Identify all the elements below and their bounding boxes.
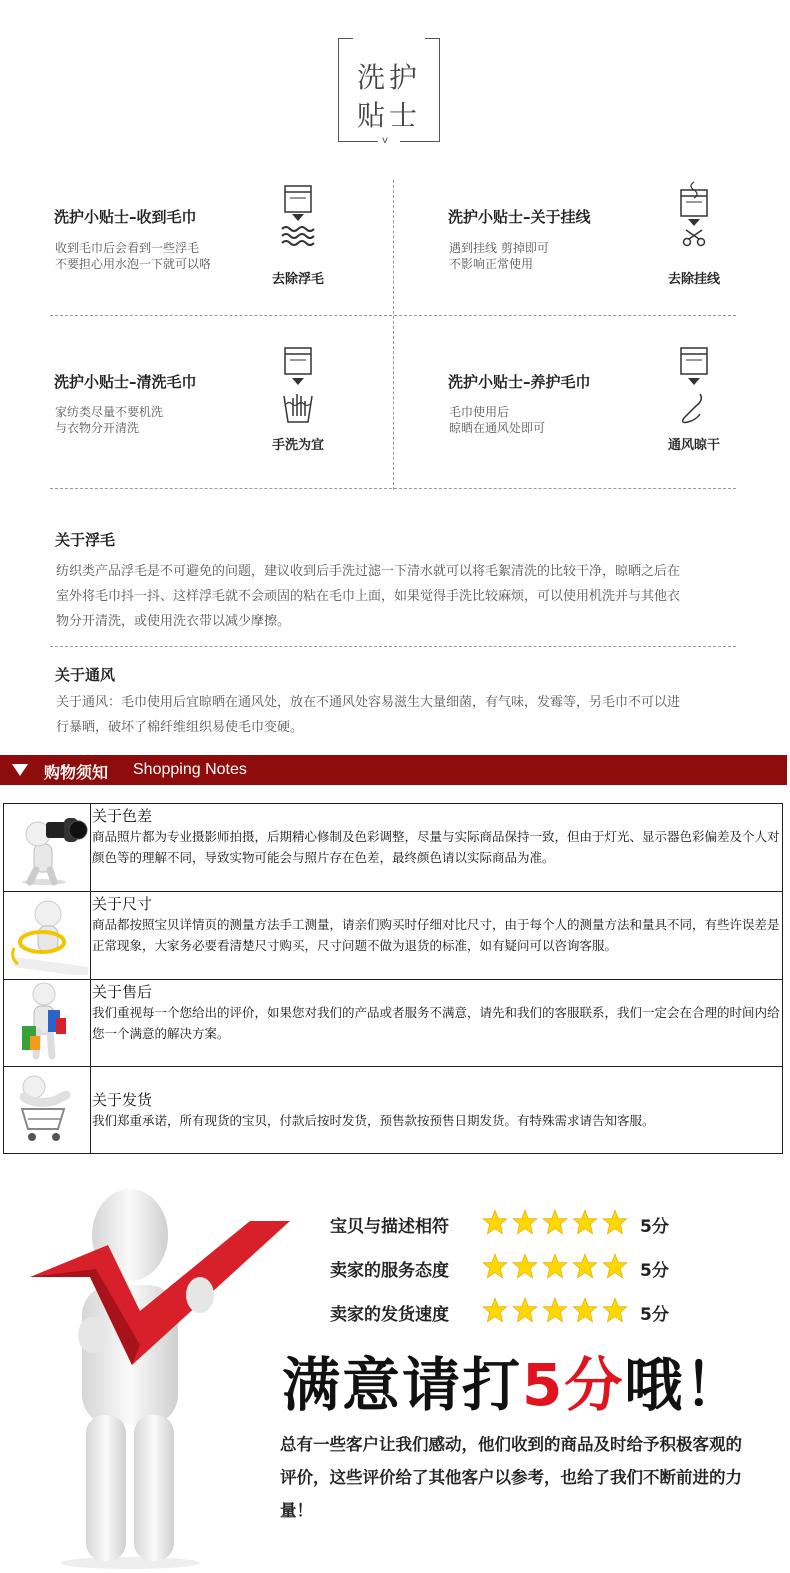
tip-text: 家纺类尽量不要机洗 与衣物分开清洗 [55,405,164,435]
care-tips-badge [338,38,440,146]
notes-content-cell [91,1067,783,1154]
star-icon [572,1297,598,1323]
towel-scissors-icon [674,180,714,255]
shopping-notes-title-en: Shopping Notes [133,761,247,778]
notes-row [4,980,783,1067]
star-icon [482,1253,508,1279]
notes-row [4,1067,783,1154]
towel-handwash-icon [278,346,318,426]
notes-row [4,892,783,980]
notes-item-title: 关于发货 [92,1090,153,1109]
notes-image-cell [4,1067,91,1154]
camera-figure-icon [4,804,90,887]
notes-content-cell [91,980,783,1067]
tip-title: 洗护小贴士–养护毛巾 [448,373,591,391]
chevron-down-icon: v [382,135,388,146]
rating-score: 5分 [640,1305,669,1325]
section-title-ventilation: 关于通风 [55,666,116,684]
star-icon [542,1253,568,1279]
notes-item-title: 关于售后 [92,983,153,1001]
tip-title: 洗护小贴士–收到毛巾 [54,208,197,226]
star-icon [482,1209,508,1235]
tip-caption: 去除浮毛 [271,272,324,287]
rating-slogan: 满意请打5分哦！ [282,1351,745,1419]
grid-divider-vertical [393,180,394,490]
rating-label: 卖家的发货速度 [330,1305,449,1325]
star-icon [482,1297,508,1323]
notes-image-cell [4,892,91,980]
grid-divider-horizontal [50,315,736,316]
rating-stars [482,1297,628,1323]
section-divider [50,646,736,647]
triangle-down-icon [12,764,28,776]
notes-item-text: 我们重视每一个您给出的评价，如果您对我们的产品或者服务不满意，请先和我们的客服联系，我们一定会在合理的时间内给您一个满意的解决方案。 [92,1005,780,1041]
rating-label: 宝贝与描述相符 [330,1217,449,1237]
star-icon [512,1209,538,1235]
tip-text: 收到毛巾后会看到一些浮毛 不要担心用水泡一下就可以咯 [55,241,212,271]
star-icon [602,1253,628,1279]
tip-title: 洗护小贴士–关于挂线 [448,208,591,226]
shopping-cart-figure-icon [4,1067,90,1149]
star-icon [572,1253,598,1279]
figure-checkmark-illustration [20,1185,310,1570]
tip-text: 遇到挂线 剪掉即可 不影响正常使用 [449,241,549,271]
rating-stars [482,1209,628,1235]
notes-image-cell [4,980,91,1067]
tip-title: 洗护小贴士–清洗毛巾 [54,373,197,391]
section-text-fuzz: 纺织类产品浮毛是不可避免的问题，建议收到后手洗过滤一下清水就可以将毛絮清洗的比较干净，晾晒之后在 室外将毛巾抖一抖、这样浮毛就不会顽固的粘在毛巾上面，如果觉得手洗比较麻烦，可以使用机洗并与其他衣 物分开清洗，或使用洗衣带以减少摩擦。 [56,564,681,629]
shopping-notes-title-cn: 购物须知 [44,763,109,782]
star-icon [572,1209,598,1235]
notes-item-title: 关于色差 [92,807,153,825]
star-icon [602,1297,628,1323]
rating-label: 卖家的服务态度 [330,1261,449,1281]
shopping-bags-figure-icon [4,980,90,1062]
rating-score: 5分 [640,1217,669,1237]
rating-score: 5分 [640,1261,669,1281]
notes-item-text: 我们郑重承诺，所有现货的宝贝，付款后按时发货，预售款按预售日期发货。有特殊需求请告知客服。 [92,1112,655,1128]
notes-row [4,804,783,892]
towel-wave-icon [278,184,318,254]
tip-caption: 去除挂线 [667,272,720,287]
notes-content-cell [91,804,783,892]
grid-divider-bottom [50,488,736,489]
notes-image-cell [4,804,91,892]
badge-title-line1: 洗护 [356,61,421,94]
tip-caption: 手洗为宜 [271,438,324,453]
tip-text: 毛巾使用后 晾晒在通风处即可 [449,405,546,435]
closing-text: 总有一些客户让我们感动，他们收到的商品及时给予积极客观的评价，这些评价给了其他客户以参考，也给了我们不断前进的力量！ [280,1435,742,1520]
notes-item-text: 商品都按照宝贝详情页的测量方法手工测量，请亲们购买时仔细对比尺寸，由于每个人的测量方法和量具不同，有些许误差是正常现象，大家务必要看清楚尺寸购买，尺寸问题不做为退货的标准，如有疑问可以咨询客服。 [92,917,780,953]
section-text-ventilation: 关于通风：毛巾使用后宜晾晒在通风处，放在不通风处容易滋生大量细菌，有气味，发霉等，另毛巾不可以进 行暴晒，破坏了棉纤维组织易使毛巾变硬。 [56,695,681,735]
notes-content-cell [91,892,783,980]
section-title-fuzz: 关于浮毛 [55,531,116,549]
star-icon [512,1297,538,1323]
rating-stars [482,1253,628,1279]
notes-item-title: 关于尺寸 [92,895,153,913]
notes-item-text: 商品照片都为专业摄影师拍摄，后期精心修制及色彩调整，尽量与实际商品保持一致，但由于灯光、显示器色彩偏差及个人对颜色等的理解不同，导致实物可能会与照片存在色差，最终颜色请以实际商品为准。 [92,829,780,865]
measuring-tape-figure-icon [4,892,90,975]
star-icon [602,1209,628,1235]
shopping-notes-table [3,803,783,1154]
towel-hanger-icon [674,346,714,426]
badge-title-line2: 贴士 [356,99,421,132]
tip-caption: 通风晾干 [667,438,720,453]
star-icon [512,1253,538,1279]
star-icon [542,1297,568,1323]
star-icon [542,1209,568,1235]
shopping-notes-bar [0,755,787,785]
